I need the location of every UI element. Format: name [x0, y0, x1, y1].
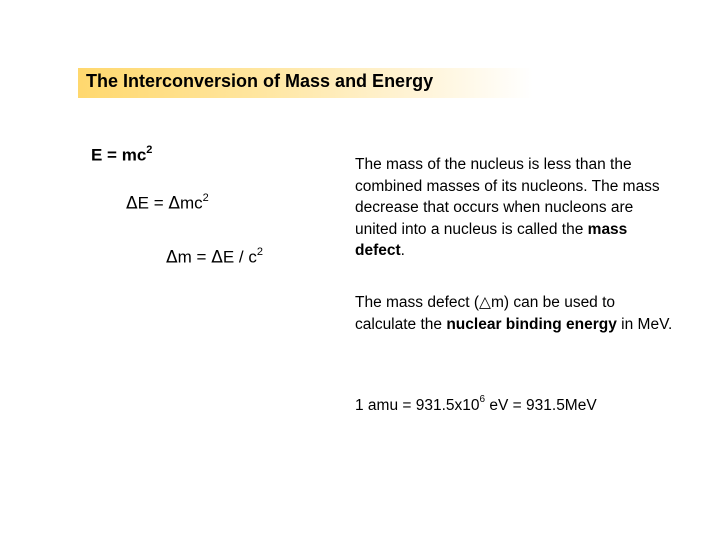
amu-conversion-exponent: 6	[479, 394, 486, 405]
equation-delta-e	[126, 193, 209, 214]
binding-energy-term: nuclear binding energy	[446, 315, 617, 333]
binding-energy-text-3: in MeV.	[616, 315, 673, 333]
equation-delta-m-mid: m =	[177, 247, 212, 267]
binding-energy-paragraph	[355, 292, 675, 335]
equation-delta-m-exponent: 2	[256, 246, 263, 258]
amu-conversion-line	[355, 391, 685, 417]
delta-symbol: △	[479, 294, 491, 311]
equation-e-mc2-body: E = mc	[91, 145, 147, 165]
mass-defect-text: The mass of the nucleus is less than the combined masses of its nucleons. The mass decrease that occurs when nucleons are united into a nucleus is called the	[355, 156, 660, 238]
mass-defect-paragraph	[355, 154, 675, 262]
amu-conversion-text-1: 1 amu = 931.5x10	[355, 397, 480, 415]
slide-title: The Interconversion of Mass and Energy	[86, 71, 434, 91]
binding-energy-text-1: The mass defect (	[355, 294, 480, 311]
mass-defect-term: mass defect	[355, 220, 628, 259]
delta-symbol: Δ	[211, 247, 223, 268]
equation-delta-e-exponent: 2	[202, 192, 209, 204]
amu-conversion-text-2: eV = 931.5MeV	[485, 397, 597, 415]
binding-energy-text-2: m) can be used to calculate the	[355, 294, 616, 333]
equation-delta-e-mid: E =	[137, 193, 169, 213]
delta-symbol: Δ	[126, 193, 138, 214]
delta-symbol: Δ	[166, 247, 178, 268]
equation-delta-e-rhs: mc	[180, 193, 203, 213]
equation-e-mc2	[91, 145, 152, 166]
equation-delta-m	[166, 247, 263, 268]
delta-symbol: Δ	[168, 193, 180, 214]
equation-delta-m-rhs: E / c	[222, 247, 257, 267]
equation-e-mc2-exponent: 2	[146, 144, 153, 156]
mass-defect-period: .	[400, 242, 405, 259]
